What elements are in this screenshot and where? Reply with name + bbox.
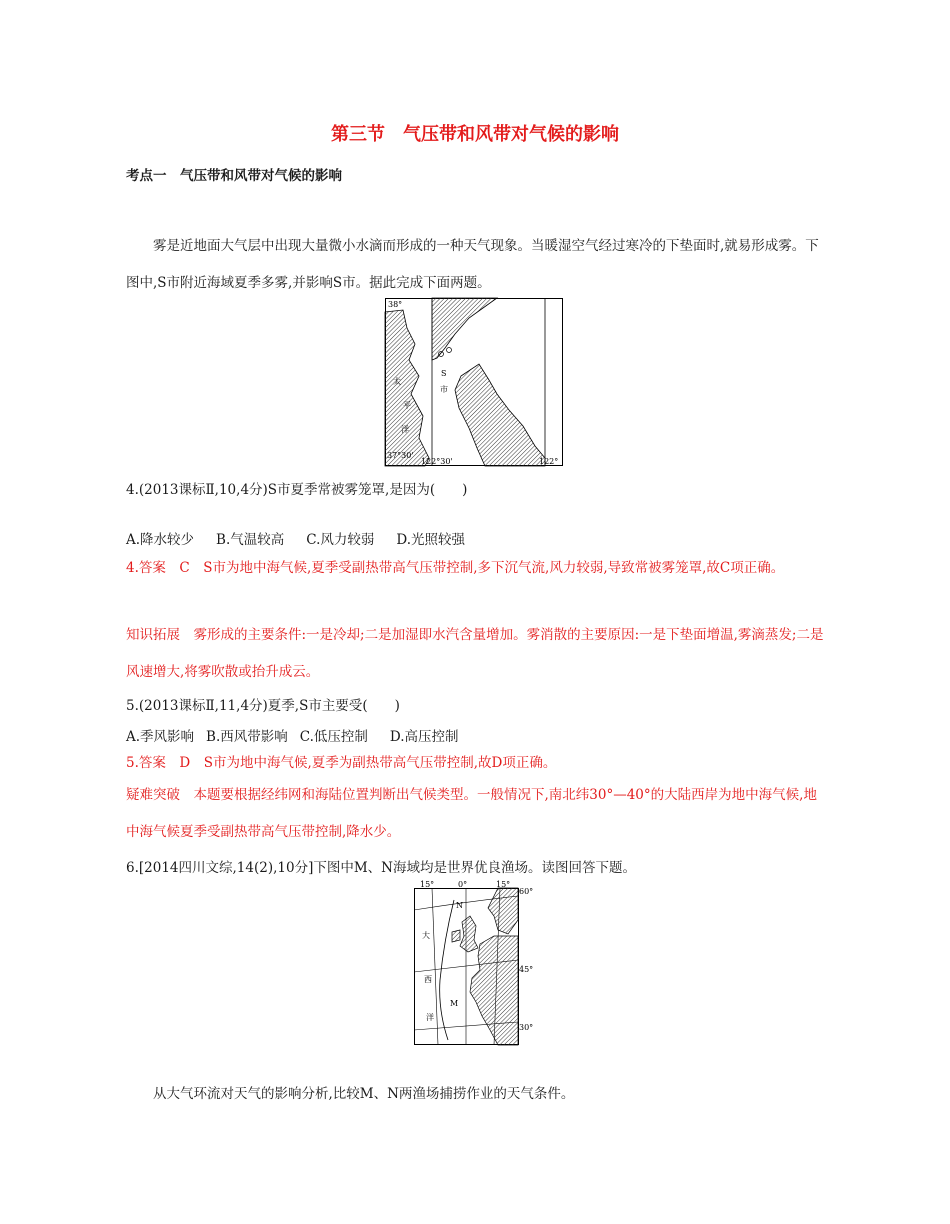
map1-lat-bottom: 37°30': [387, 451, 414, 460]
map2-lon-2: 0°: [458, 880, 468, 889]
q6-stem: 6.[2014四川文综,14(2),10分]下图中M、N海域均是世界优良渔场。读图回答下题。: [126, 860, 636, 876]
map2-lat-30: 30°: [519, 1023, 534, 1032]
q4-option-d: D.光照较强: [396, 532, 466, 548]
map1-lon-left: 122°30': [421, 457, 453, 466]
map2-ocean-1: 大: [422, 931, 430, 940]
intro-paragraph: 雾是近地面大气层中出现大量微小水滴而形成的一种天气现象。当暖湿空气经过寒冷的下垫面时,就易形成雾。下图中,S市附近海域夏季多雾,并影响S市。据此完成下面两题。: [126, 238, 819, 291]
q4-stem: 4.(2013课标Ⅱ,10,4分)S市夏季常被雾笼罩,是因为( ): [126, 482, 468, 498]
q5-answer: 5.答案 D S市为地中海气候,夏季为副热带高气压带控制,故D项正确。: [126, 755, 557, 771]
map1-ocean-2: 平: [403, 401, 411, 410]
q5-option-b: B.西风带影响: [206, 729, 288, 745]
q5-difficulty: 疑难突破 本题要根据经纬网和海陆位置判断出气候类型。一般情况下,南北纬30°—40°的大陆西岸为地中海气候,地中海气候夏季受副热带高气压带控制,降水少。: [126, 787, 817, 840]
q4-extension: 知识拓展 雾形成的主要条件:一是冷却;二是加湿即水汽含量增加。雾消散的主要原因:一是下垫面增温,雾滴蒸发;二是风速增大,将雾吹散或抬升成云。: [126, 627, 824, 680]
map2-lat-60: 60°: [519, 887, 534, 896]
map2-ocean-3: 洋: [426, 1013, 434, 1022]
map2-label-n: N: [456, 901, 463, 910]
map2-lat-45: 45°: [519, 965, 534, 974]
map1-lon-right: 122°: [539, 457, 559, 466]
q6-question: 从大气环流对天气的影响分析,比较M、N两渔场捕捞作业的天气条件。: [153, 1086, 575, 1102]
q5-stem: 5.(2013课标Ⅱ,11,4分)夏季,S市主要受( ): [126, 698, 400, 714]
q4-option-b: B.气温较高: [216, 532, 285, 548]
q4-option-a: A.降水较少: [126, 532, 195, 548]
q5-option-c: C.低压控制: [299, 729, 368, 745]
q5-option-d: D.高压控制: [389, 729, 459, 745]
q4-options: [126, 528, 487, 548]
q4-option-c: C.风力较弱: [306, 532, 375, 548]
q5-options: [126, 725, 481, 745]
map2-lon-3: 15°: [496, 880, 511, 889]
map2-lon-1: 15°: [420, 880, 435, 889]
map2-ocean-2: 西: [424, 975, 432, 984]
map2-label-m: M: [450, 999, 459, 1008]
section-heading: 考点一 气压带和风带对气候的影响: [126, 168, 342, 184]
map-atlantic-europe: [414, 880, 534, 1045]
map1-city-shi: 市: [440, 385, 448, 394]
map1-ocean-3: 洋: [401, 425, 409, 434]
map1-lat-top: 38°: [388, 300, 403, 309]
page-title: 第三节 气压带和风带对气候的影响: [331, 124, 619, 145]
map1-ocean-1: 太: [393, 377, 401, 386]
q4-answer: 4.答案 C S市为地中海气候,夏季受副热带高气压带控制,多下沉气流,风力较弱,导致常被雾笼罩,故C项正确。: [126, 560, 785, 576]
map-s-city: [385, 298, 563, 466]
map1-city-s: S: [441, 369, 447, 378]
q5-option-a: A.季风影响: [126, 729, 195, 745]
